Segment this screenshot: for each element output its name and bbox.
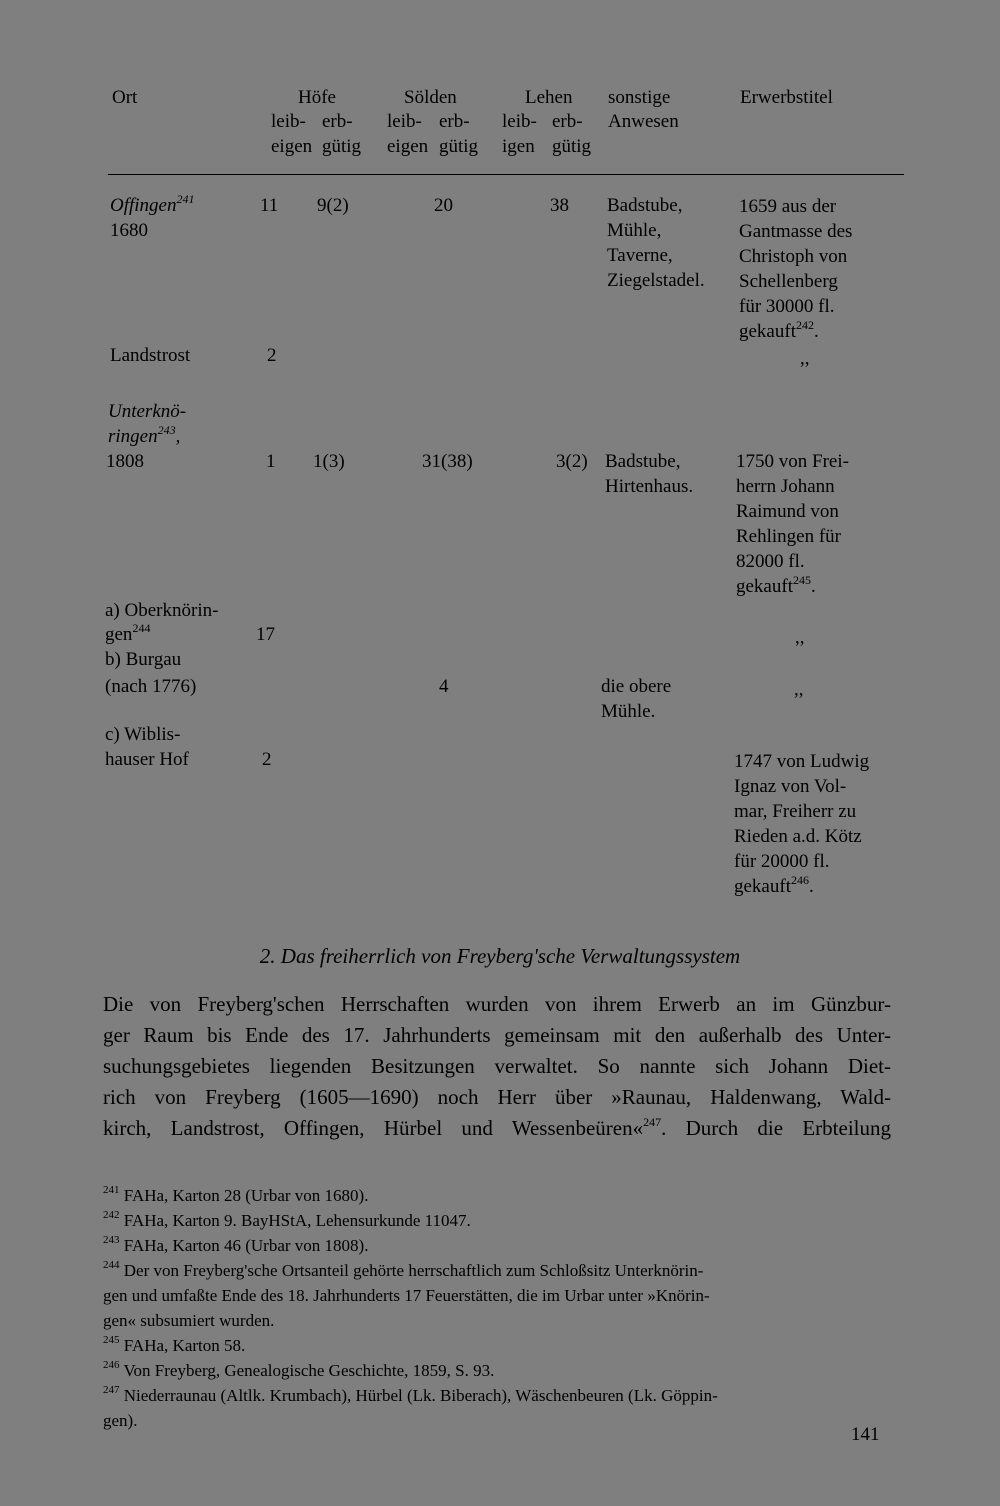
- cell-erwerb: 1747 von Ludwig: [734, 751, 870, 772]
- row-ort: Unterknö-: [108, 401, 187, 422]
- sub-header: erb-: [322, 111, 353, 132]
- cell-erwerb: Raimund von: [736, 501, 839, 522]
- cell-soelden-leibeigen: 31(38): [422, 451, 473, 472]
- cell-hoefe-erbguetig: 9(2): [317, 195, 349, 216]
- cell-sonstige: Mühle,: [607, 220, 662, 241]
- sub-header: gütig: [552, 136, 592, 157]
- sub-header: leib-: [387, 111, 422, 132]
- cell-erwerb: gekauft$^{246}$.: [734, 872, 814, 897]
- cell-erwerb: Rieden a.d. Kötz: [734, 826, 862, 847]
- cell-sonstige: Hirtenhaus.: [605, 476, 694, 497]
- col-header-erwerb: Erwerbstitel: [740, 87, 833, 108]
- body-paragraph: [103, 989, 891, 1144]
- cell-sonstige: Mühle.: [601, 701, 656, 722]
- cell-erwerb: gekauft$^{242}$.: [739, 317, 819, 342]
- cell-soelden-leibeigen: 20: [434, 195, 453, 216]
- paragraph-line-last: kirch, Landstrost, Offingen, Hürbel und Wessenbeüren«$^{247}$. Durch die Erbteilung: [103, 1115, 891, 1140]
- footnote-cont: gen).: [103, 1411, 138, 1430]
- cell-erwerb: Rehlingen für: [736, 526, 842, 547]
- footnote: $^{246}$ Von Freyberg, Genealogische Geschichte, 1859, S. 93.: [103, 1359, 495, 1380]
- footnote: $^{247}$ Niederraunau (Altlk. Krumbach), Hürbel (Lk. Biberach), Wäschenbeuren (Lk. Göppin-: [103, 1384, 718, 1405]
- row-ort: Offingen$^{241}$: [110, 191, 195, 216]
- cell-soelden-leibeigen: 4: [439, 676, 449, 697]
- row-ort: b) Burgau: [105, 649, 182, 670]
- cell-erwerb: für 20000 fl.: [734, 851, 830, 872]
- cell-lehen-erbguetig: 38: [550, 195, 569, 216]
- cell-erwerb: Gantmasse des: [739, 221, 853, 242]
- sub-header: erb-: [552, 111, 583, 132]
- cell-lehen-erbguetig: 3(2): [556, 451, 588, 472]
- cell-erwerb: Schellenberg: [739, 271, 838, 292]
- section-heading: 2. Das freiherrlich von Freyberg'sche Verwaltungssystem: [259, 944, 741, 968]
- footnote: $^{242}$ FAHa, Karton 9. BayHStA, Lehensurkunde 11047.: [103, 1209, 471, 1230]
- col-header-lehen: Lehen: [525, 87, 573, 108]
- sub-header: eigen: [387, 136, 429, 157]
- row-ort: ringen$^{243}$,: [108, 422, 181, 447]
- row-ort: c) Wiblis-: [105, 724, 181, 745]
- row-ort: a) Oberknörin-: [105, 600, 219, 621]
- ditto-mark: ,,: [795, 627, 805, 648]
- cell-sonstige: Badstube,: [605, 451, 681, 472]
- footnote: $^{241}$ FAHa, Karton 28 (Urbar von 1680).: [103, 1184, 369, 1205]
- sub-header: leib-: [271, 111, 306, 132]
- row-ort: (nach 1776): [105, 676, 197, 697]
- cell-hoefe-erbguetig: 1(3): [313, 451, 345, 472]
- row-ort: hauser Hof: [105, 749, 189, 770]
- sub-header: gütig: [322, 136, 362, 157]
- col-header-ort: Ort: [112, 87, 138, 108]
- cell-erwerb: gekauft$^{245}$.: [736, 572, 816, 597]
- sub-header: gütig: [439, 136, 479, 157]
- cell-sonstige: Badstube,: [607, 195, 683, 216]
- paragraph-line: Die von Freyberg'schen Herrschaften wurden von ihrem Erwerb an im Günzbur-: [103, 992, 891, 1016]
- ditto-mark: ,,: [800, 348, 810, 369]
- footnote: $^{245}$ FAHa, Karton 58.: [103, 1334, 246, 1355]
- col-header-sonstige-1: sonstige: [608, 87, 671, 108]
- cell-erwerb: herrn Johann: [736, 476, 835, 497]
- footnote: $^{243}$ FAHa, Karton 46 (Urbar von 1808).: [103, 1234, 369, 1255]
- page-number: 141: [851, 1424, 880, 1445]
- cell-hoefe-leibeigen: 1: [266, 451, 276, 472]
- cell-hoefe-leibeigen: 2: [262, 749, 272, 770]
- cell-erwerb: für 30000 fl.: [739, 296, 835, 317]
- table-header-rule: [108, 174, 904, 175]
- cell-sonstige: Taverne,: [607, 245, 673, 266]
- col-header-soelden: Sölden: [404, 87, 457, 108]
- cell-erwerb: 82000 fl.: [736, 551, 805, 572]
- cell-erwerb: Christoph von: [739, 246, 848, 267]
- paragraph-line: ger Raum bis Ende des 17. Jahrhunderts gemeinsam mit den außerhalb des Unter-: [103, 1023, 891, 1047]
- cell-hoefe-leibeigen: 2: [267, 345, 277, 366]
- paragraph-line: suchungsgebietes liegenden Besitzungen verwaltet. So nannte sich Johann Diet-: [103, 1054, 891, 1078]
- footnote: $^{244}$ Der von Freyberg'sche Ortsanteil gehörte herrschaftlich zum Schloßsitz Unterknörin-: [103, 1259, 704, 1280]
- cell-erwerb: 1750 von Frei-: [736, 451, 849, 472]
- cell-sonstige: die obere: [601, 676, 672, 697]
- cell-erwerb: mar, Freiherr zu: [734, 801, 857, 822]
- row-ort-year: 1680: [110, 220, 148, 241]
- cell-hoefe-leibeigen: 17: [256, 624, 275, 645]
- sub-header: igen: [502, 136, 535, 157]
- sub-header: leib-: [502, 111, 537, 132]
- cell-erwerb: 1659 aus der: [739, 196, 837, 217]
- cell-sonstige: Ziegelstadel.: [607, 270, 705, 291]
- ditto-mark: ,,: [794, 679, 804, 700]
- cell-erwerb: Ignaz von Vol-: [734, 776, 847, 797]
- col-header-hoefe: Höfe: [298, 87, 336, 108]
- row-ort-year: 1808: [106, 451, 144, 472]
- cell-hoefe-leibeigen: 11: [260, 195, 279, 216]
- sub-header: erb-: [439, 111, 470, 132]
- footnote-cont: gen und umfaßte Ende des 18. Jahrhunderts 17 Feuerstätten, die im Urbar unter »Knörin-: [103, 1286, 710, 1305]
- paragraph-line: rich von Freyberg (1605—1690) noch Herr über »Raunau, Haldenwang, Wald-: [103, 1085, 891, 1109]
- col-header-sonstige-2: Anwesen: [608, 111, 679, 132]
- row-ort: gen$^{244}$: [105, 620, 151, 645]
- sub-header: eigen: [271, 136, 313, 157]
- footnote-cont: gen« subsumiert wurden.: [103, 1311, 275, 1330]
- row-ort: Landstrost: [110, 345, 191, 366]
